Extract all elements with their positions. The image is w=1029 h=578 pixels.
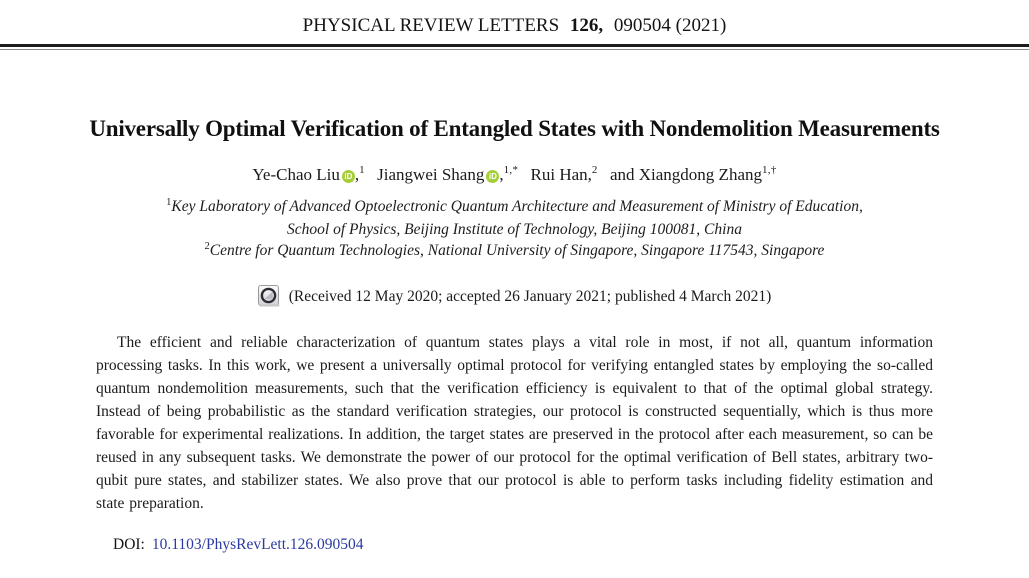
- author: [252, 165, 365, 184]
- author-affiliation-ref: 2: [591, 164, 598, 176]
- journal-header: [0, 0, 1029, 38]
- header-double-rule: [0, 44, 1029, 50]
- doi-label: DOI:: [113, 536, 145, 553]
- doi-line: [113, 535, 1029, 555]
- author-affiliation-ref: 1,†: [762, 164, 777, 176]
- received-text: (Received 12 May 2020; accepted 26 January 2021; published 4 March 2021): [288, 288, 772, 305]
- affiliation-number: 2: [204, 241, 210, 252]
- received-line: [0, 285, 1029, 315]
- affiliation-text: Centre for Quantum Technologies, National University of Singapore, Singapore 117543, Singapore: [209, 242, 825, 259]
- crossmark-update-icon[interactable]: [258, 285, 280, 315]
- abstract-paragraph: The efficient and reliable characterization of quantum states plays a vital role in most, if not all, quantum information processing tasks. In this work, we present a universally optimal protocol for verifying entangled states by employing the so-called quantum nondemolition measurements, such that the verification efficiency is equivalent to that of the optimal global strategy. Instead of being probabilistic as the standard verification strategies, our protocol is constructed sequentially, which is thus more favorable for experimental realizations. In addition, the target states are preserved in the protocol after each measurement, so can be reused in any subsequent tasks. We demonstrate the power of our protocol for the optimal verification of Bell states, arbitrary two-qubit pure states, and stabilizer states. We also prove that our protocol is able to perform tasks including fidelity estimation and state preparation.: [96, 334, 933, 512]
- orcid-icon[interactable]: iD: [342, 170, 355, 183]
- author-affiliation-ref: 1,*: [503, 164, 519, 176]
- affiliation-text: School of Physics, Beijing Institute of Technology, Beijing 100081, China: [287, 221, 742, 238]
- doi-link[interactable]: 10.1103/PhysRevLett.126.090504: [151, 536, 364, 553]
- journal-volume: 126,: [569, 15, 604, 36]
- affiliation-line: [0, 219, 1029, 240]
- author-name: and Xiangdong Zhang: [609, 165, 762, 184]
- paper-title: Universally Optimal Verification of Entangled States with Nondemolition Measurements: [89, 116, 940, 141]
- author-separator: ,: [587, 165, 592, 184]
- affiliation-text: Key Laboratory of Advanced Optoelectronic Quantum Architecture and Measurement of Ministry of Education,: [171, 198, 863, 215]
- affiliation-number: 1: [166, 197, 172, 208]
- author-separator: ,: [354, 165, 360, 184]
- author-separator: ,: [499, 165, 504, 184]
- journal-name: PHYSICAL REVIEW LETTERS: [302, 15, 560, 36]
- author: [531, 165, 598, 184]
- author-affiliation-ref: 1: [359, 164, 365, 176]
- author-name: Rui Han: [530, 165, 588, 184]
- affiliations-block: [0, 196, 1029, 263]
- journal-issue: 090504 (2021): [613, 15, 727, 36]
- author-name: Ye-Chao Liu: [252, 165, 340, 184]
- author: [610, 165, 777, 184]
- authors-line: [0, 162, 1029, 190]
- orcid-icon[interactable]: iD: [486, 170, 499, 183]
- affiliation-line: [0, 240, 1029, 263]
- author: [377, 165, 518, 184]
- author-name: Jiangwei Shang: [377, 165, 485, 184]
- affiliation-line: [0, 196, 1029, 219]
